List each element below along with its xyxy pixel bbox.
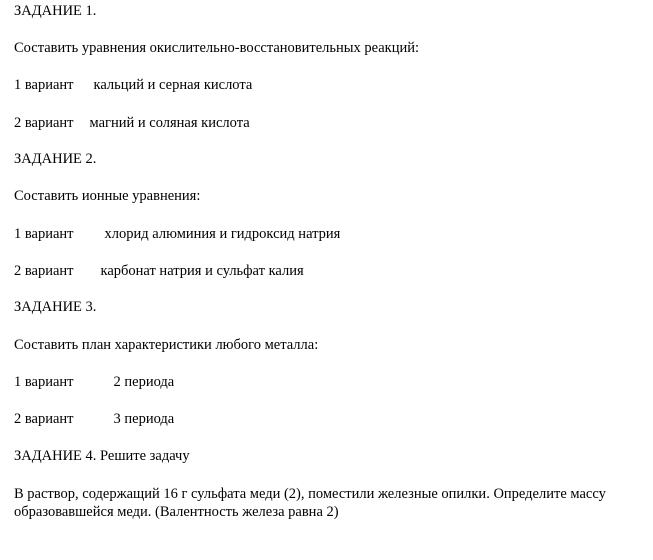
variant-text: кальций и серная кислота <box>93 77 253 93</box>
variant-text: 3 периода <box>113 411 175 427</box>
variant-label: 2 вариант <box>14 411 74 427</box>
task1-variant2 <box>14 114 250 132</box>
task2-instruction: Составить ионные уравнения: <box>14 188 201 204</box>
task1-heading: ЗАДАНИЕ 1. <box>14 3 97 19</box>
task3-variant2 <box>14 410 174 428</box>
variant-text: 2 периода <box>113 374 175 390</box>
task4-problem: В раствор, содержащий 16 г сульфата меди (2), поместили железные опилки. Определите массу образовавшейся меди. (Валентность железа равна 2) <box>14 486 606 520</box>
task2-variant1 <box>14 225 340 243</box>
variant-text: хлорид алюминия и гидроксид натрия <box>104 226 341 242</box>
task3-instruction: Составить план характеристики любого металла: <box>14 337 319 353</box>
variant-text: карбонат натрия и сульфат калия <box>100 263 304 279</box>
task2-variant2 <box>14 262 304 280</box>
task2-heading: ЗАДАНИЕ 2. <box>14 151 97 167</box>
variant-label: 1 вариант <box>14 374 74 390</box>
task4-heading: ЗАДАНИЕ 4. Решите задачу <box>14 448 190 464</box>
task3-heading: ЗАДАНИЕ 3. <box>14 299 97 315</box>
variant-text: магний и соляная кислота <box>89 115 250 131</box>
task1-instruction: Составить уравнения окислительно-восстановительных реакций: <box>14 40 420 56</box>
variant-label: 1 вариант <box>14 77 74 93</box>
task1-variant1 <box>14 76 252 94</box>
variant-label: 1 вариант <box>14 226 74 242</box>
variant-label: 2 вариант <box>14 115 74 131</box>
variant-label: 2 вариант <box>14 263 74 279</box>
task3-variant1 <box>14 373 174 391</box>
